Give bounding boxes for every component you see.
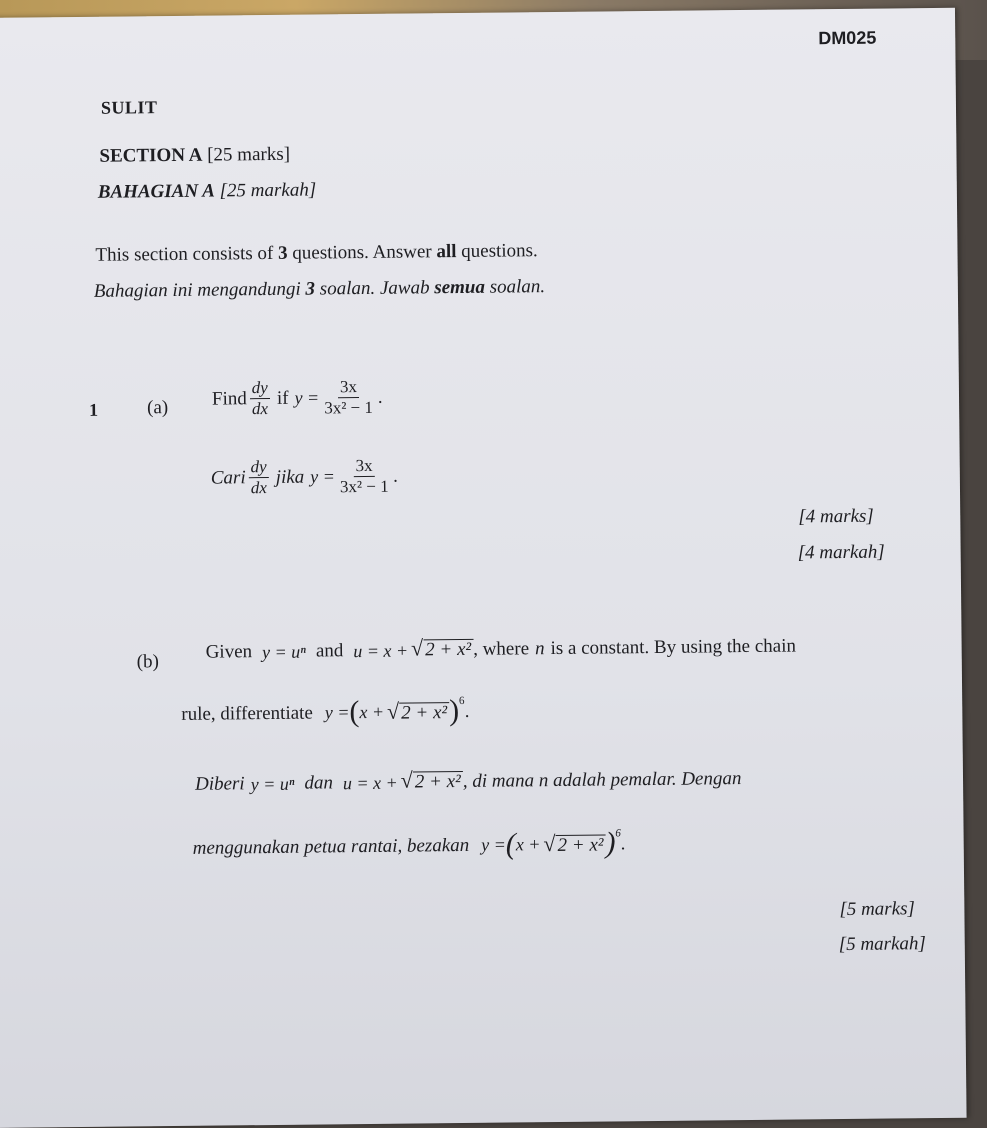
marks-b-en: [5 marks]	[839, 898, 915, 921]
part-a-label: (a)	[146, 397, 169, 419]
derivative-fraction-ms: $\frac{dy}{dx}$	[250, 457, 267, 498]
exam-page	[0, 8, 967, 1128]
part-b-label: (b)	[136, 651, 160, 673]
part-b-ms-line2: menggunakan petua rantai, bezakan y = ( x + √ 2 + x² ) $^6$ .	[192, 826, 626, 861]
function-fraction: $\frac{3x}{\text{3x² − 1}}$	[324, 377, 374, 418]
instruction-ms: Bahagian ini mengandungi 3 soalan. Jawab semua soalan.	[93, 276, 546, 302]
part-a-en: Find $\frac{dy}{dx}$ if y = $\frac{3x}{\text{3x² − 1}}$ .	[211, 377, 383, 419]
marks-a-en: [4 marks]	[798, 505, 874, 528]
sulit-label: SULIT	[100, 97, 158, 118]
marks-b-ms: [5 markah]	[838, 933, 926, 956]
section-title-ms: BAHAGIAN A [25 markah]	[97, 179, 317, 203]
marks-a-ms: [4 markah]	[797, 541, 885, 564]
section-title-en: SECTION A [25 marks]	[99, 143, 291, 167]
part-b-ms-line1: Diberi y = uⁿ dan u = x + √ 2 + x² , di mana n adalah pemalar. Dengan	[194, 767, 742, 795]
function-fraction-ms: $\frac{3x}{\text{3x² − 1}}$	[339, 455, 389, 497]
part-b-en-line1: Given y = uⁿ and u = x + √ 2 + x² , where n is a constant. By using the chain	[205, 635, 797, 663]
part-b-en-line2: rule, differentiate y = ( x + √ 2 + x² ) $^6$ .	[181, 694, 470, 729]
paper-code: DM025	[818, 27, 877, 49]
derivative-fraction: $\frac{dy}{dx}$	[251, 378, 269, 419]
part-a-ms: Cari $\frac{dy}{dx}$ jika y = $\frac{3x}{\text{3x² − 1}}$ .	[210, 455, 399, 498]
question-number: 1	[89, 399, 99, 420]
instruction-en: This section consists of 3 questions. Answer all questions.	[95, 240, 538, 266]
